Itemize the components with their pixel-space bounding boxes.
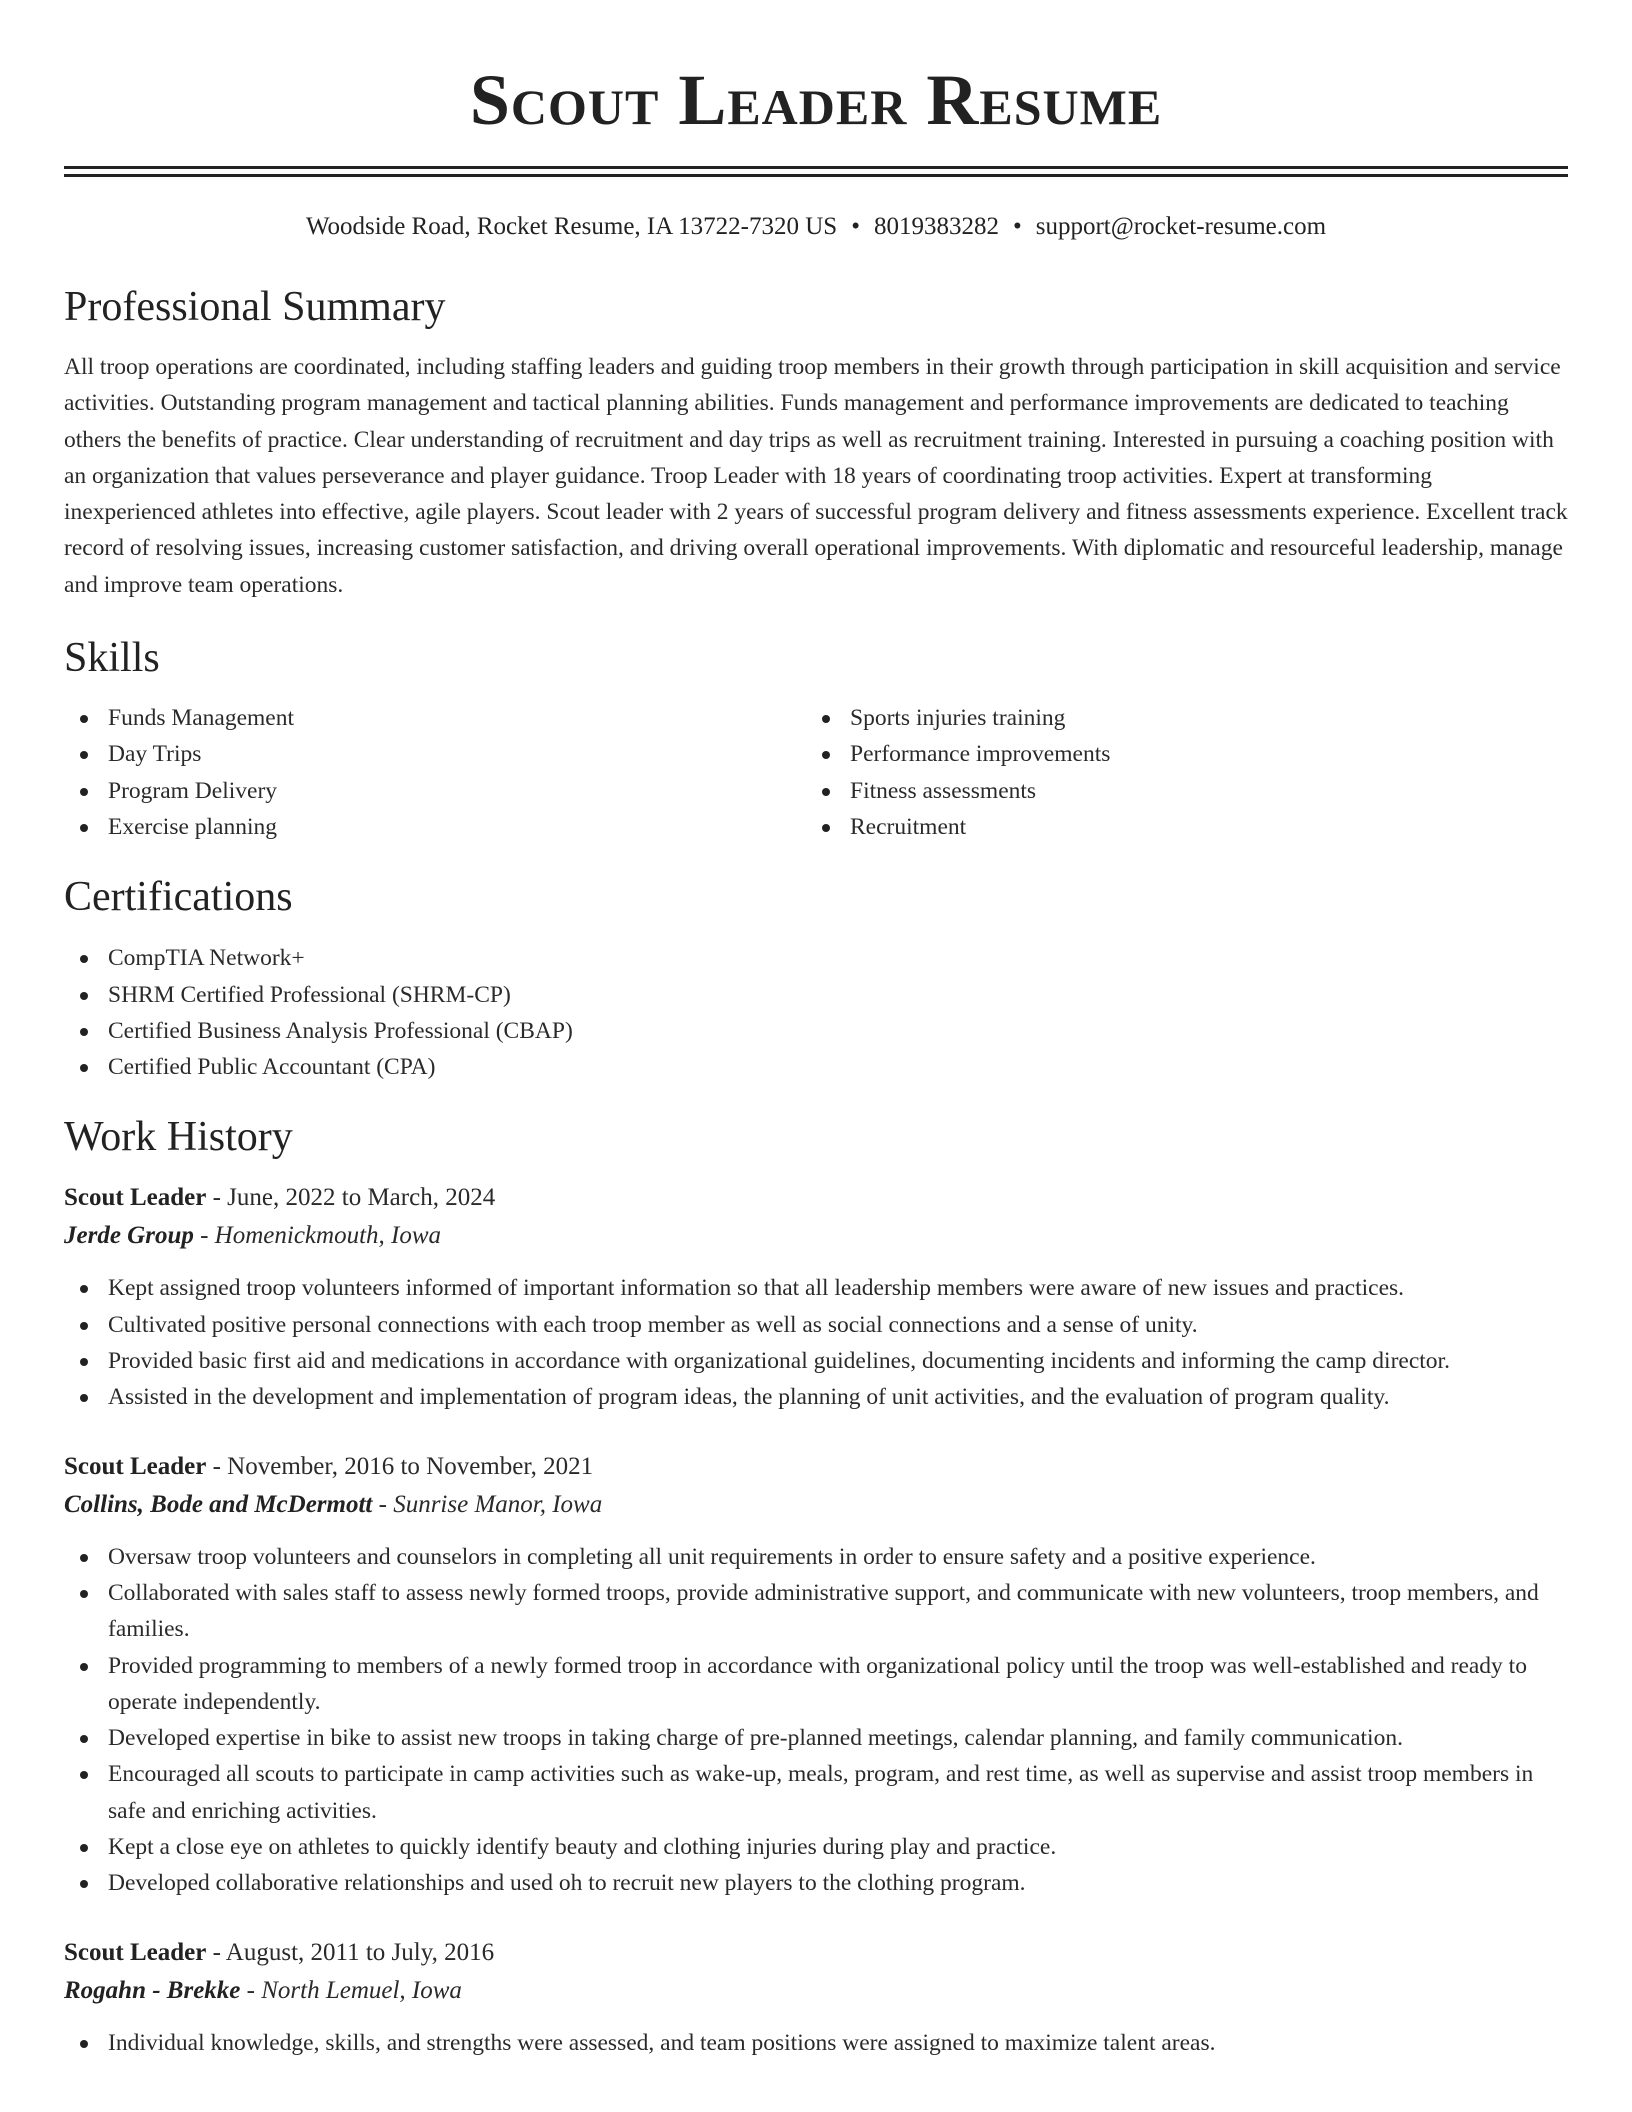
summary-text: All troop operations are coordinated, including staffing leaders and guiding troop members in their growth through participation in skill acquisition and service activities. Outstanding program management and tactical planning abilities. Funds management and performance improvements are dedicated to teaching others the benefits of practice. Clear understanding of recruitment and day trips as well as recruitment training. Interested in pursuing a coaching position with an organization that values perseverance and player guidance. Troop Leader with 18 years of coordinating troop activities. Expert at transforming inexperienced athletes into effective, agile players. Scout leader with 2 years of successful program delivery and fitness assessments experience. Excellent track record of resolving issues, increasing customer satisfaction, and driving overall operational improvements. With diplomatic and resourceful leadership, manage and improve team operations. — [64, 354, 1568, 598]
skill-item: Day Trips — [64, 736, 806, 772]
job-duty-item: Kept assigned troop volunteers informed of important information so that all leadership members were aware of new issues and practices. — [64, 1270, 1568, 1306]
job-entry — [64, 1179, 1568, 1415]
title-divider-bottom — [64, 174, 1568, 177]
resume-title: Scout Leader Resume — [469, 60, 1163, 140]
job-entry — [64, 1934, 1568, 2061]
contact-separator: • — [851, 213, 860, 240]
skills-list — [64, 700, 1568, 845]
job-duty-item: Collaborated with sales staff to assess newly formed troops, provide administrative support, and communicate with new volunteers, troop members, and families. — [64, 1575, 1568, 1648]
job-duty-item: Developed collaborative relationships and used oh to recruit new players to the clothing program. — [64, 1865, 1568, 1901]
resume-page — [64, 0, 1568, 2061]
certification-item: SHRM Certified Professional (SHRM-CP) — [64, 977, 1568, 1013]
job-company-line — [64, 1486, 1568, 1524]
job-dates: - June, 2022 to March, 2024 — [206, 1184, 496, 1212]
skills-column-right — [806, 700, 1548, 845]
summary-heading: Professional Summary — [64, 284, 446, 330]
skill-item: Funds Management — [64, 700, 806, 736]
contact-line — [64, 211, 1568, 243]
skills-column-left — [64, 700, 806, 845]
job-company: Rogahn - Brekke — [64, 1976, 241, 2004]
contact-phone: 8019383282 — [873, 213, 999, 240]
job-entry — [64, 1448, 1568, 1902]
job-duty-item: Provided programming to members of a newly formed troop in accordance with organizational policy until the troop was well-established and ready to operate independently. — [64, 1648, 1568, 1721]
job-dates: - August, 2011 to July, 2016 — [206, 1938, 495, 1966]
job-duties — [64, 2025, 1568, 2061]
job-duties — [64, 1539, 1568, 1902]
job-location: - Sunrise Manor, Iowa — [372, 1490, 603, 1518]
contact-email: support@rocket-resume.com — [1035, 213, 1327, 240]
job-duty-item: Oversaw troop volunteers and counselors in completing all unit requirements in order to ensure safety and a positive experience. — [64, 1539, 1568, 1575]
work-history-heading: Work History — [64, 1114, 293, 1161]
job-title-line — [64, 1934, 1568, 1972]
certifications-heading: Certifications — [64, 874, 293, 921]
job-location: - Homenickmouth, Iowa — [193, 1222, 442, 1250]
job-company: Collins, Bode and McDermott — [64, 1490, 373, 1518]
job-dates: - November, 2016 to November, 2021 — [206, 1452, 594, 1480]
job-title-line — [64, 1448, 1568, 1486]
skill-item: Sports injuries training — [806, 700, 1548, 736]
job-location: - North Lemuel, Iowa — [240, 1976, 462, 2004]
certification-item: CompTIA Network+ — [64, 940, 1568, 976]
skill-item: Exercise planning — [64, 809, 806, 845]
job-title: Scout Leader — [64, 1452, 207, 1480]
skills-heading: Skills — [64, 635, 160, 682]
job-duty-item: Developed expertise in bike to assist new troops in taking charge of pre-planned meetings, calendar planning, and family communication. — [64, 1720, 1568, 1756]
job-duties — [64, 1270, 1568, 1415]
job-title: Scout Leader — [64, 1938, 207, 1966]
certification-item: Certified Business Analysis Professional (CBAP) — [64, 1013, 1568, 1049]
certifications-list — [64, 940, 1568, 1085]
certification-item: Certified Public Accountant (CPA) — [64, 1049, 1568, 1085]
job-duty-item: Kept a close eye on athletes to quickly identify beauty and clothing injuries during play and practice. — [64, 1829, 1568, 1865]
skill-item: Program Delivery — [64, 773, 806, 809]
contact-separator: • — [1012, 213, 1022, 240]
contact-address: Woodside Road, Rocket Resume, IA 13722-7320 US — [305, 213, 838, 240]
skill-item: Performance improvements — [806, 736, 1548, 772]
skill-item: Fitness assessments — [806, 773, 1548, 809]
job-company-line — [64, 1217, 1568, 1255]
skill-item: Recruitment — [806, 809, 1548, 845]
job-title-line — [64, 1179, 1568, 1217]
job-duty-item: Provided basic first aid and medications in accordance with organizational guidelines, documenting incidents and informing the camp director. — [64, 1343, 1568, 1379]
job-duty-item: Cultivated positive personal connections with each troop member as well as social connections and a sense of unity. — [64, 1307, 1568, 1343]
job-duty-item: Individual knowledge, skills, and strengths were assessed, and team positions were assigned to maximize talent areas. — [64, 2025, 1568, 2061]
job-company: Jerde Group — [64, 1222, 194, 1250]
job-title: Scout Leader — [64, 1184, 207, 1212]
job-duty-item: Encouraged all scouts to participate in camp activities such as wake-up, meals, program, and rest time, as well as supervise and assist troop members in safe and enriching activities. — [64, 1756, 1568, 1829]
job-duty-item: Assisted in the development and implementation of program ideas, the planning of unit activities, and the evaluation of program quality. — [64, 1379, 1568, 1415]
job-company-line — [64, 1972, 1568, 2010]
